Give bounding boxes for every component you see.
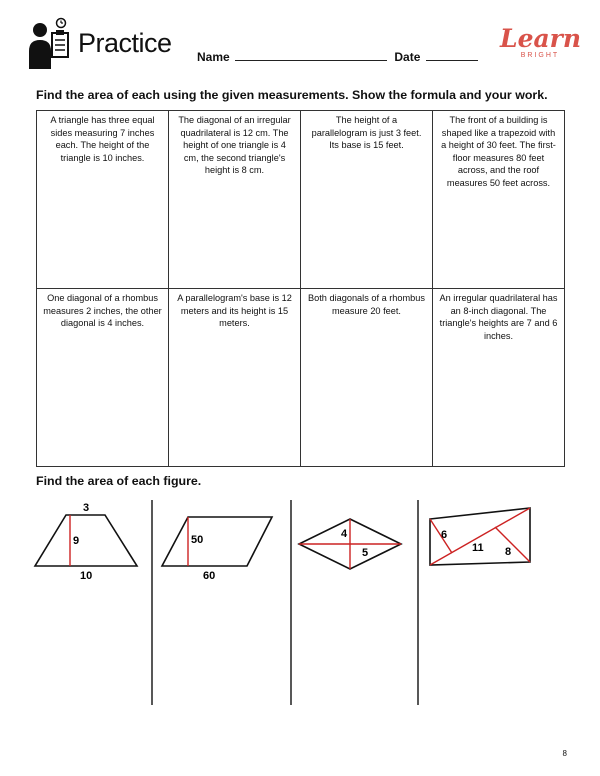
- name-input-line[interactable]: [235, 49, 387, 61]
- trapezoid-base-label: 10: [80, 570, 93, 582]
- section1-instruction: Find the area of each using the given measurements. Show the formula and your work.: [36, 88, 548, 102]
- section2-instruction: Find the area of each figure.: [36, 474, 202, 488]
- problem-cell: The diagonal of an irregular quadrilateral is 12 cm. The height of one triangle is 4 cm, the second triangle's height is 8 cm.: [169, 111, 301, 289]
- problem-cell: One diagonal of a rhombus measures 2 inches, the other diagonal is 4 inches.: [37, 289, 169, 467]
- brand-logo-main: Learn: [500, 24, 582, 53]
- problem-cell: A parallelogram's base is 12 meters and its height is 15 meters.: [169, 289, 301, 467]
- quadrilateral-height-2: [495, 527, 530, 562]
- quadrilateral-diagonal-label: 11: [472, 542, 484, 554]
- figures-panel: [0, 495, 600, 715]
- brand-logo-sub: BRIGHT: [520, 52, 560, 59]
- rhombus-d1-label: 4: [341, 528, 348, 540]
- parallelogram-base-label: 60: [203, 570, 216, 582]
- name-label: Name: [197, 50, 230, 64]
- problem-cell: The front of a building is shaped like a trapezoid with a height of 30 feet. The first-floor measures 80 feet across, and the roof measures 50 feet across.: [433, 111, 565, 289]
- parallelogram-height-label: 50: [191, 534, 204, 546]
- name-date-row: [197, 49, 478, 64]
- problem-cell: A triangle has three equal sides measuring 7 inches each. The height of the triangle is 10 inches.: [37, 111, 169, 289]
- page-number: 8: [562, 749, 567, 758]
- rhombus-figure: [299, 519, 401, 569]
- trapezoid-figure: [35, 502, 137, 582]
- trapezoid-height-label: 9: [73, 535, 80, 547]
- trapezoid-top-label: 3: [83, 502, 90, 514]
- problem-cell: The height of a parallelogram is just 3 feet. Its base is 15 feet.: [301, 111, 433, 289]
- page-title: Practice: [78, 28, 172, 58]
- problem-row: [37, 289, 565, 467]
- date-input-line[interactable]: [426, 49, 478, 61]
- parallelogram-figure: [162, 517, 272, 582]
- quadrilateral-h1-label: 6: [441, 529, 448, 541]
- quadrilateral-figure: [430, 508, 530, 565]
- word-problem-grid: [36, 110, 565, 467]
- date-label: Date: [394, 50, 421, 64]
- problem-cell: Both diagonals of a rhombus measure 20 feet.: [301, 289, 433, 467]
- rhombus-d2-label: 5: [362, 547, 369, 559]
- problem-row: [37, 111, 565, 289]
- quadrilateral-h2-label: 8: [505, 546, 512, 558]
- brand-logo: [500, 26, 580, 59]
- problem-cell: An irregular quadrilateral has an 8-inch diagonal. The triangle's heights are 7 and 6 inches.: [433, 289, 565, 467]
- teacher-clipboard-icon: [28, 17, 74, 71]
